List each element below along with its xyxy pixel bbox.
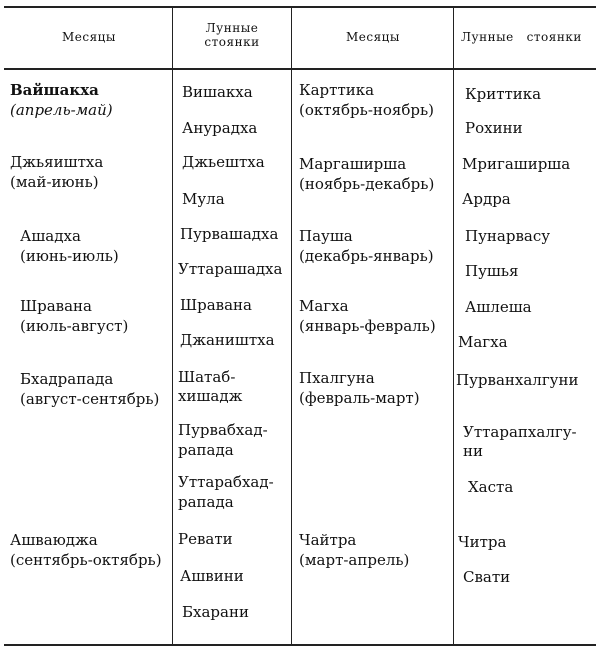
month-entry [10,152,103,192]
mansion-name: Свати [463,568,511,586]
mansion-name: Уттарашадха [178,260,283,278]
month-name: Шравана [20,297,92,315]
month-span: (январь-февраль) [299,317,436,335]
month-name: Джьяиштха [10,153,104,171]
mansion-name: Пурвабхад- [178,421,268,439]
month-span: (сентябрь-октябрь) [10,551,162,569]
mansion-name: Пурванхалгуни [456,371,579,389]
mansion-name: Мула [182,190,225,208]
header-lunar-1 [180,21,284,49]
month-span: (август-сентябрь) [20,390,160,408]
header-lunar-2: Лунные стоянки [461,30,582,44]
month-span: (декабрь-январь) [299,247,434,265]
mansion-name: ни [463,442,483,460]
mansion-name: Уттарабхад- [178,473,274,491]
month-span: (май-июнь) [10,173,99,191]
mansion-name: Ашлеша [465,298,532,316]
column-divider-3 [453,6,454,645]
mansion-name: Джьештха [182,153,265,171]
header-rule [4,68,596,70]
mansion-name: Пунарвасу [465,227,551,245]
mansion-name: рапада [178,493,234,511]
bottom-rule [4,644,596,646]
month-entry [10,530,162,570]
month-span: (март-апрель) [299,551,410,569]
mansion-name: рапада [178,441,234,459]
mansion-name: Бхарани [182,603,249,621]
month-span: (июнь-июль) [20,247,119,265]
month-entry [20,226,119,266]
month-name: Бхадрапада [20,370,114,388]
mansion-name: Вишакха [182,83,253,101]
month-entry [299,368,420,408]
column-divider-2 [291,6,292,645]
mansion-name: хишадж [178,387,243,405]
month-entry [299,226,434,266]
mansion-name: Криттика [465,85,542,103]
month-name: Магха [299,297,349,315]
month-span: (ноябрь-декабрь) [299,175,435,193]
month-span: (апрель-май) [10,101,113,119]
month-name: Маргаширша [299,155,407,173]
mansion-name: Анурадха [182,119,258,137]
column-divider-1 [172,6,173,645]
mansion-name: Ревати [178,530,233,548]
month-name: Пхалгуна [299,369,375,387]
mansion-name: Рохини [465,119,523,137]
month-span: (октябрь-ноябрь) [299,101,435,119]
mansion-name: Шатаб- [178,368,236,386]
month-entry [10,80,113,120]
month-span: (июль-август) [20,317,129,335]
header-lunar-1-line2: стоянки [204,35,260,49]
month-entry [299,296,436,336]
mansion-name: Ашвини [180,567,244,585]
mansion-name: Уттарапхалгу- [463,423,577,441]
mansion-name: Пурвашадха [180,225,279,243]
month-name: Ашваюджа [10,531,98,549]
month-entry [20,369,159,409]
header-lunar-1-line1: Лунные [205,21,259,35]
month-name: Карттика [299,81,375,99]
mansion-name: Ардра [462,190,511,208]
month-name: Пауша [299,227,353,245]
month-entry [299,154,434,194]
month-entry [20,296,128,336]
month-name: Ашадха [20,227,81,245]
mansion-name: Читра [458,533,507,551]
header-months-1: Месяцы [62,30,116,44]
month-entry [299,80,434,120]
mansion-name: Магха [458,333,508,351]
header-months-2: Месяцы [346,30,400,44]
mansion-name: Джаништха [180,331,275,349]
mansion-name: Шравана [180,296,252,314]
month-name: Чайтра [299,531,357,549]
month-entry [299,530,409,570]
mansion-name: Мригаширша [462,155,571,173]
month-span: (февраль-март) [299,389,420,407]
month-name: Вайшакха [10,81,99,99]
top-rule [4,6,596,8]
mansion-name: Хаста [468,478,514,496]
mansion-name: Пушья [465,262,519,280]
